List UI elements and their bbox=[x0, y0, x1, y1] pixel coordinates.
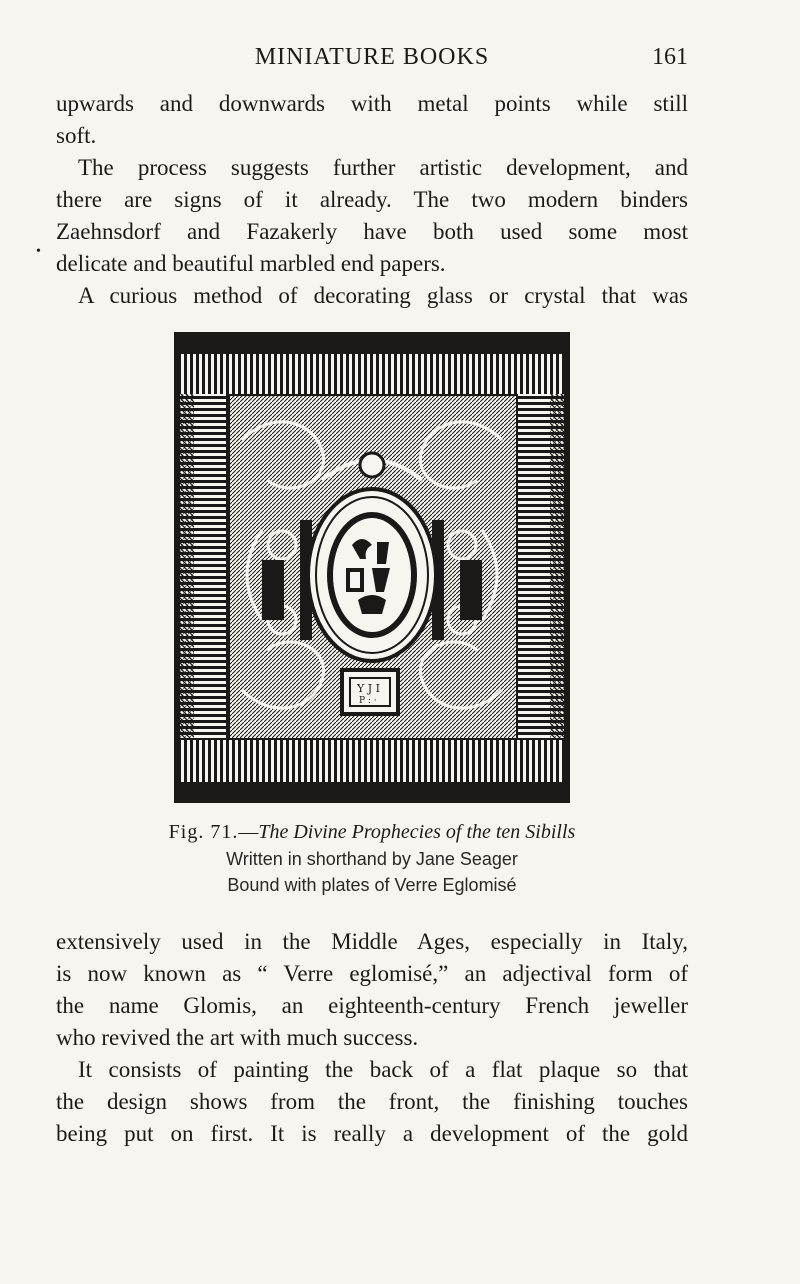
caption-line-1 bbox=[56, 818, 688, 846]
text-line: extensively used in the Middle Ages, especially in Italy, bbox=[56, 929, 688, 954]
text-line: being put on first. It is really a development of the gold bbox=[56, 1121, 688, 1146]
text-line: soft. bbox=[56, 123, 97, 148]
figure-label: Fig. 71. bbox=[168, 821, 239, 843]
ornate-cover-illustration bbox=[172, 330, 572, 805]
margin-bullet: • bbox=[36, 244, 41, 259]
book-title: The Divine Prophecies of the ten Sibills bbox=[258, 821, 576, 843]
top-paragraphs bbox=[56, 88, 688, 312]
text-line: is now known as “ Verre eglomisé,” an adjectival form of bbox=[56, 961, 688, 986]
page-number: 161 bbox=[652, 44, 688, 70]
svg-text:Y J I: Y J I bbox=[357, 682, 381, 695]
text-line: upwards and downwards with metal points while still bbox=[56, 91, 688, 116]
caption-dash: — bbox=[238, 821, 259, 843]
svg-text:P : ·: P : · bbox=[359, 696, 377, 706]
caption-line-3: Bound with plates of Verre Eglomisé bbox=[227, 875, 517, 895]
text-line: the design shows from the front, the finishing touches bbox=[56, 1089, 688, 1114]
figure-illustration bbox=[172, 330, 572, 805]
page-header bbox=[56, 44, 688, 84]
text-line: It consists of painting the back of a flat plaque so that bbox=[78, 1057, 688, 1082]
text-line: there are signs of it already. The two modern binders bbox=[56, 187, 688, 212]
text-line: who revived the art with much success. bbox=[56, 1025, 419, 1050]
text-line: Zaehnsdorf and Fazakerly have both used some most bbox=[56, 219, 688, 244]
text-line: the name Glomis, an eighteenth-century French jeweller bbox=[56, 993, 688, 1018]
running-head: MINIATURE BOOKS bbox=[254, 44, 490, 70]
text-line: A curious method of decorating glass or crystal that was bbox=[78, 283, 688, 308]
text-line: delicate and beautiful marbled end papers. bbox=[56, 251, 446, 276]
caption-line-2: Written in shorthand by Jane Seager bbox=[226, 849, 518, 869]
bottom-paragraphs bbox=[56, 926, 688, 1150]
text-line: The process suggests further artistic development, and bbox=[78, 155, 688, 180]
figure-caption bbox=[56, 818, 688, 898]
